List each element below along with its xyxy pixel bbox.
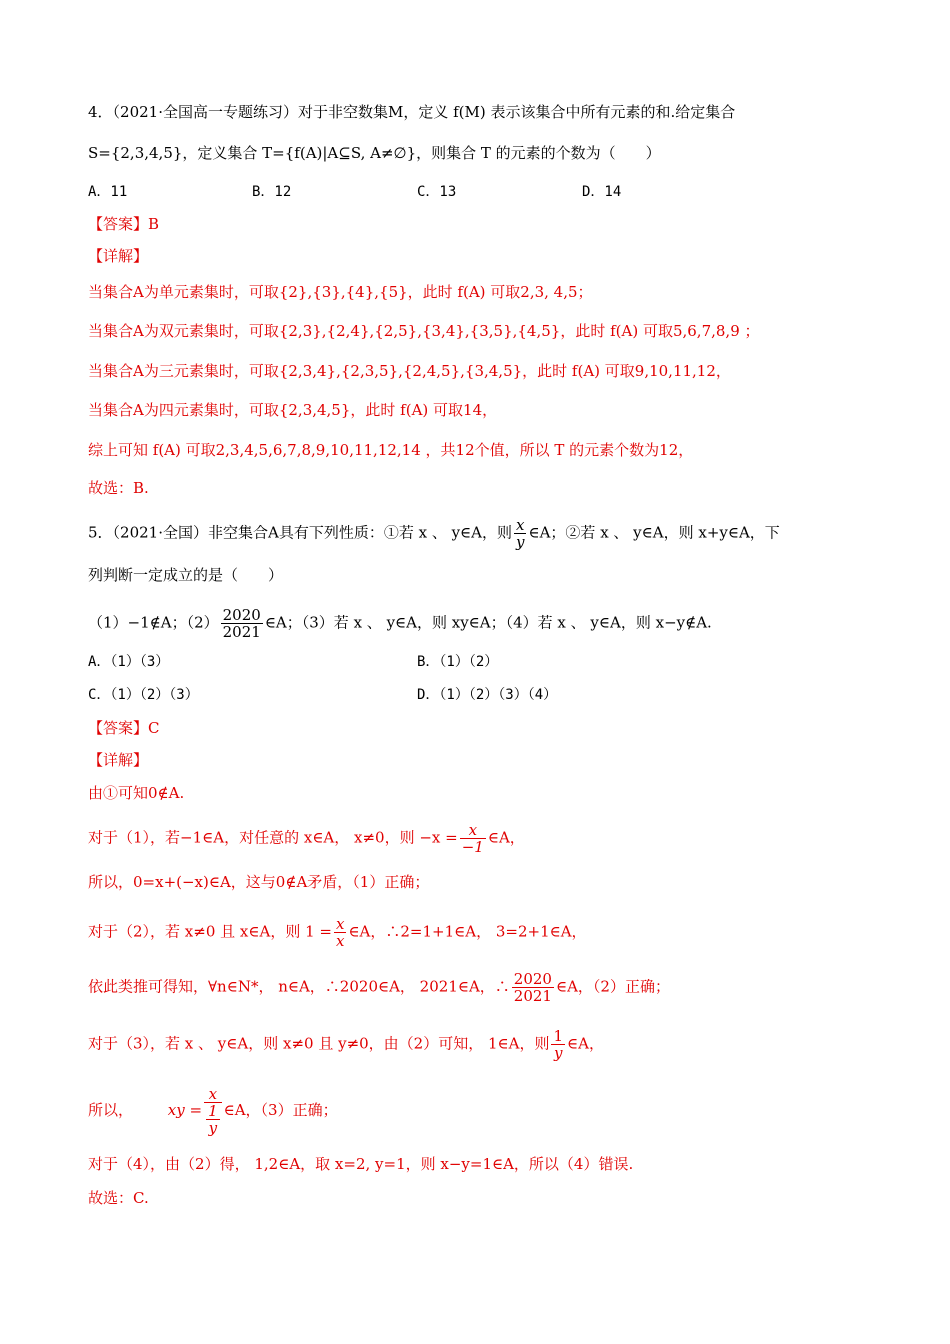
q5-s2-text-b: ∈A， xyxy=(487,828,525,847)
q4-solution-line-6: 故选：B. xyxy=(88,479,149,497)
q5-solution-line-7 xyxy=(88,1080,890,1140)
q5-props-fraction xyxy=(221,607,263,640)
q4-solution-line-2: 当集合A为双元素集时，可取{2,3},{2,4},{2,5},{3,4},{3,5},{4,5}，此时 f(A) 可取5,6,7,8,9 ； xyxy=(88,322,760,340)
q5-detail-label: 【详解】 xyxy=(88,751,149,769)
q4-solution-line-4: 当集合A为四元素集时，可取{2,3,4,5}，此时 f(A) 可取14， xyxy=(88,401,498,419)
q5-solution-line-5 xyxy=(88,971,890,1004)
q5-solution-line-1: 由①可知0∉A. xyxy=(88,784,185,802)
q5-s7-den-den: y xyxy=(208,1119,218,1137)
q5-stem-text-a: 5．（2021·全国）非空集合A具有下列性质：①若 x 、 y∈A，则 xyxy=(88,523,512,542)
q5-s4-den: x xyxy=(335,932,345,950)
q5-s7-inner-fraction xyxy=(206,1103,220,1136)
q5-s6-text-a: 对于（3），若 x 、 y∈A，则 x≠0 且 y≠0，由（2）可知， 1∈A，则 xyxy=(88,1034,550,1053)
q5-solution-line-6 xyxy=(88,1028,890,1061)
q5-s5-text-b: ∈A，（2）正确； xyxy=(555,977,670,996)
q4-solution-line-3: 当集合A为三元素集时，可取{2,3,4},{2,3,5},{2,4,5},{3,4,5}，此时 f(A) 可取9,10,11,12， xyxy=(88,362,731,380)
q4-answer: 【答案】B xyxy=(88,215,160,233)
q5-s2-num: x xyxy=(460,822,486,839)
q4-option-b: B．12 xyxy=(252,184,292,200)
q5-s7-den-outer xyxy=(204,1103,222,1136)
q5-stem-text-b: ∈A；②若 x 、 y∈A，则 x+y∈A，下 xyxy=(528,523,780,542)
q4-detail-label: 【详解】 xyxy=(88,247,149,265)
q4-solution-line-5: 综上可知 f(A) 可取2,3,4,5,6,7,8,9,10,11,12,14 ，共12个值，所以 T 的元素个数为12， xyxy=(88,441,694,459)
q5-solution-line-3: 所以，0=x+(−x)∈A，这与0∉A矛盾，（1）正确； xyxy=(88,873,430,891)
q5-s4-text-a: 对于（2），若 x≠0 且 x∈A，则 1 = xyxy=(88,922,332,941)
q5-solution-line-2 xyxy=(88,822,890,855)
q4-option-d: D．14 xyxy=(582,184,622,200)
q5-s4-num: x xyxy=(335,915,345,933)
q5-stem-frac-num: x xyxy=(514,517,526,534)
q5-solution-line-8: 对于（4），由（2）得， 1,2∈A，取 x=2, y=1，则 x−y=1∈A，所以（4）错误. xyxy=(88,1155,634,1173)
q5-stem-line-2: 列判断一定成立的是（ ） xyxy=(88,566,284,584)
q5-s4-fraction xyxy=(334,916,346,949)
q5-s2-text-a: 对于（1），若−1∈A，对任意的 x∈A， x≠0，则 −x = xyxy=(88,828,458,847)
q5-option-b: B．（1）（2） xyxy=(417,654,499,670)
q4-option-a: A．11 xyxy=(88,184,128,200)
q5-props-text-a: （1）−1∉A；（2） xyxy=(88,613,219,632)
q5-s5-den: 2021 xyxy=(513,987,552,1005)
q5-s5-num: 2020 xyxy=(513,970,552,988)
q5-stem-line-1 xyxy=(88,517,890,550)
q5-solution-line-9: 故选：C. xyxy=(88,1189,149,1207)
q5-s7-fraction xyxy=(204,1086,222,1136)
q5-s6-text-b: ∈A， xyxy=(567,1034,604,1053)
q5-answer: 【答案】C xyxy=(88,719,160,737)
q5-s6-fraction xyxy=(551,1028,565,1061)
q5-props-frac-den: 2021 xyxy=(222,623,261,641)
q5-s5-fraction xyxy=(512,971,554,1004)
q5-s6-den: y xyxy=(554,1044,563,1062)
q5-s2-den: −1 xyxy=(461,838,484,856)
q5-stem-fraction xyxy=(514,517,526,550)
q5-solution-line-4 xyxy=(88,916,890,949)
q5-option-d: D．（1）（2）（3）（4） xyxy=(417,687,558,703)
q5-s5-text-a: 依此类推可得知，∀n∈N*， n∈A，∴2020∈A， 2021∈A，∴ xyxy=(88,977,510,996)
q5-s7-text-a: 所以， xyxy=(88,1101,134,1119)
q5-propositions xyxy=(88,607,890,640)
q5-option-c: C．（1）（2）（3） xyxy=(88,687,199,703)
q4-stem-line-2: S={2,3,4,5}，定义集合 T={f(A)|A⊆S, A≠∅}，则集合 T 的元素的个数为（ ） xyxy=(88,144,661,162)
q5-s4-text-b: ∈A，∴2=1+1∈A， 3=2+1∈A， xyxy=(348,922,587,941)
q5-s7-num: x xyxy=(204,1086,222,1103)
q5-props-frac-num: 2020 xyxy=(222,606,261,624)
q5-stem-frac-den: y xyxy=(516,533,525,551)
q4-stem-line-1: 4．（2021·全国高一专题练习）对于非空数集M，定义 f(M) 表示该集合中所有元素的和.给定集合 xyxy=(88,103,736,121)
q5-option-a: A．（1）（3） xyxy=(88,654,170,670)
q5-s7-text-b: ∈A，（3）正确； xyxy=(223,1101,338,1119)
q5-s7-den-num: 1 xyxy=(208,1102,218,1120)
q4-option-c: C．13 xyxy=(417,184,457,200)
q5-props-text-b: ∈A；（3）若 x 、 y∈A，则 xy∈A；（4）若 x 、 y∈A，则 x−y∉A. xyxy=(264,613,712,632)
q5-s2-fraction xyxy=(460,822,486,855)
q5-s7-lhs: xy = xyxy=(167,1101,203,1119)
q4-solution-line-1: 当集合A为单元素集时，可取{2},{3},{4},{5}，此时 f(A) 可取2,3, 4,5； xyxy=(88,283,593,301)
q5-s6-num: 1 xyxy=(553,1027,564,1045)
